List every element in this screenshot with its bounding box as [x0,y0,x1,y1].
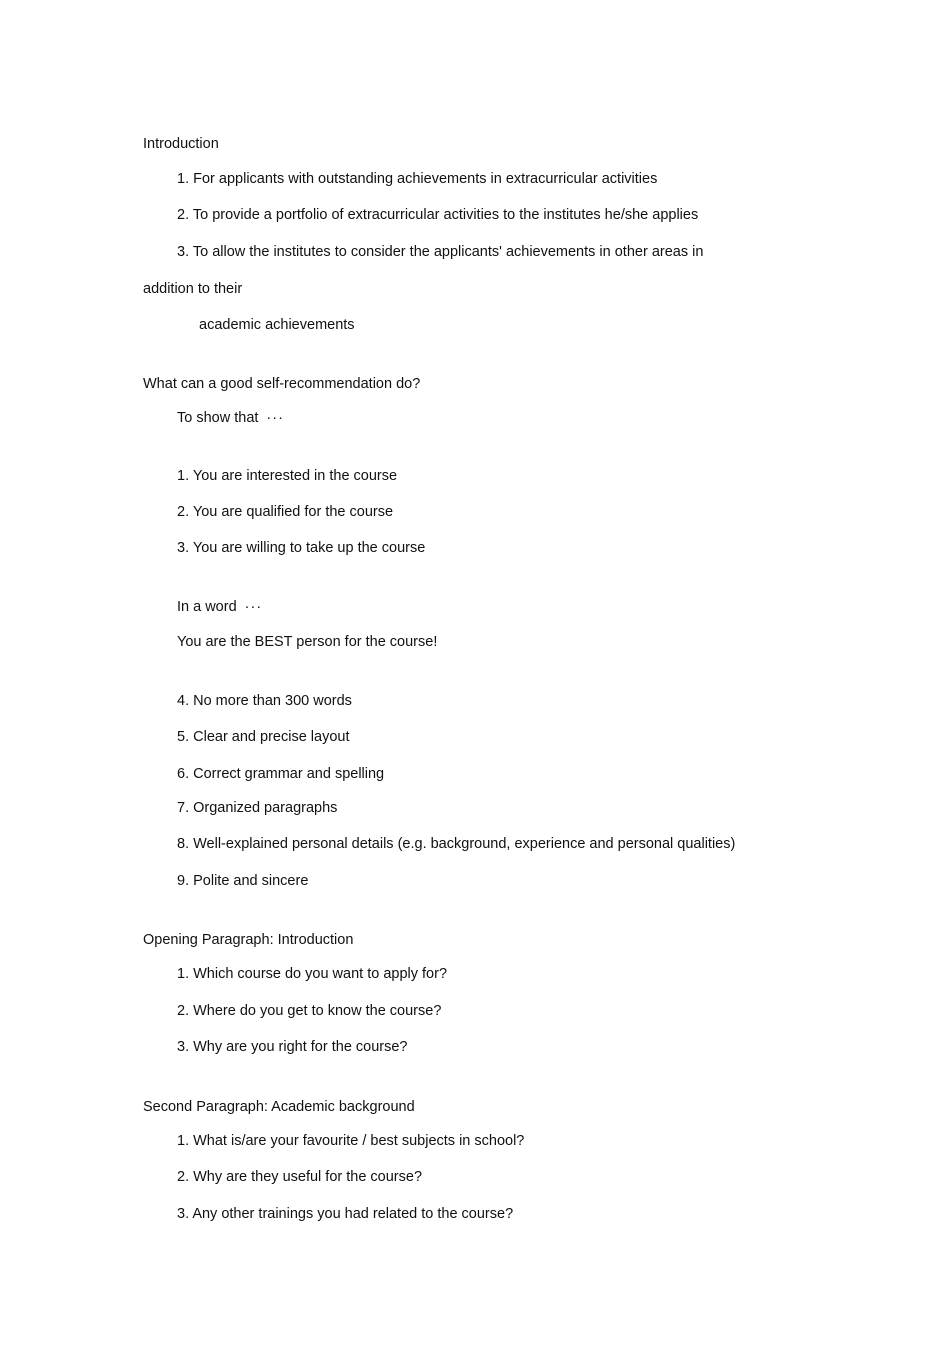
opening-heading: Opening Paragraph: Introduction [143,932,354,948]
to-show-that [177,409,284,427]
intro-heading: Introduction [143,136,219,152]
good-item-3: 3. You are willing to take up the course [177,540,426,556]
in-a-word [177,598,262,616]
best-person-line: You are the BEST person for the course! [177,634,438,650]
good-item-2: 2. You are qualified for the course [177,504,394,520]
to-show-label: To show that [177,410,259,426]
in-a-word-label: In a word [177,599,237,615]
opening-item-2: 2. Where do you get to know the course? [177,1003,442,1019]
good-heading: What can a good self-recommendation do? [143,376,421,392]
good-item-8: 8. Well-explained personal details (e.g. background, experience and personal qualities) [177,836,736,852]
good-item-9: 9. Polite and sincere [177,873,309,889]
second-item-3: 3. Any other trainings you had related to the course? [177,1206,514,1222]
good-item-5: 5. Clear and precise layout [177,729,350,745]
opening-item-3: 3. Why are you right for the course? [177,1039,408,1055]
ellipsis-1: ··· [266,410,284,426]
intro-item-3-continuation: addition to their [143,281,243,297]
opening-item-1: 1. Which course do you want to apply for? [177,966,448,982]
good-item-1: 1. You are interested in the course [177,468,398,484]
second-item-1: 1. What is/are your favourite / best subjects in school? [177,1133,525,1149]
ellipsis-2: ··· [244,599,263,615]
good-item-4: 4. No more than 300 words [177,693,352,709]
intro-item-3: 3. To allow the institutes to consider the applicants' achievements in other areas in [177,244,704,260]
second-heading: Second Paragraph: Academic background [143,1099,415,1115]
second-item-2: 2. Why are they useful for the course? [177,1169,423,1185]
intro-item-2: 2. To provide a portfolio of extracurricular activities to the institutes he/she applies [177,207,699,223]
intro-item-1: 1. For applicants with outstanding achievements in extracurricular activities [177,171,658,187]
good-item-7: 7. Organized paragraphs [177,800,338,816]
good-item-6: 6. Correct grammar and spelling [177,766,385,782]
intro-item-3-continuation-2: academic achievements [199,317,355,333]
